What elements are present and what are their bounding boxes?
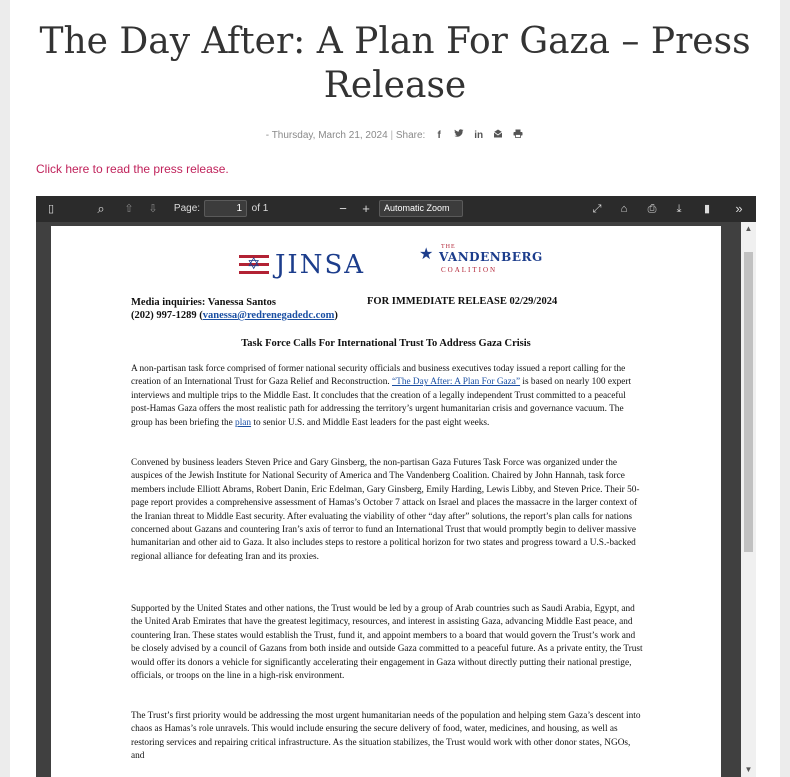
jinsa-logo-text: JINSA — [275, 250, 366, 280]
paragraph-1-text-a: A non-partisan task force comprised of former national security officials and business executives today issued a report calling for the creation of an International Trust for Gaza Relief and Reconstruction. — [131, 364, 626, 388]
zoom-in-button[interactable]: + — [362, 201, 370, 216]
page-label: Page: — [173, 203, 201, 214]
media-contact-email[interactable]: vanessa@redrenegadedc.com — [202, 310, 335, 321]
previous-page-icon[interactable]: ⇧ — [124, 203, 134, 215]
pdf-page — [51, 226, 721, 777]
jinsa-logo — [239, 252, 365, 278]
media-contact-phone-line: (202) 997-1289 (vanessa@redrenegadedc.com) — [131, 310, 338, 321]
pdf-scrollbar[interactable] — [741, 222, 756, 777]
twitter-icon[interactable] — [453, 129, 465, 141]
pdf-toolbar — [36, 196, 756, 222]
print-icon[interactable] — [512, 129, 524, 141]
page-count: of 1 — [251, 203, 269, 214]
facebook-icon[interactable]: f — [437, 130, 441, 141]
media-contact-name: Media inquiries: Vanessa Santos — [131, 297, 276, 308]
zoom-out-button[interactable]: − — [339, 201, 347, 216]
search-icon[interactable]: ⌕ — [97, 201, 105, 216]
vandenberg-coalition: COALITION — [441, 266, 498, 274]
media-contact — [131, 296, 338, 322]
post-date: - Thursday, March 21, 2024 — [265, 130, 388, 141]
vandenberg-name: VANDENBERG — [439, 250, 543, 264]
post-meta — [0, 129, 790, 141]
bookmark-icon[interactable]: ▮ — [703, 203, 711, 215]
open-file-icon[interactable]: ⌂ — [620, 203, 628, 215]
press-release-headline: Task Force Calls For International Trust To Address Gaza Crisis — [241, 338, 531, 349]
star-icon: ★ — [419, 246, 434, 263]
page-number-input[interactable]: 1 — [204, 200, 247, 217]
read-press-release-link[interactable]: Click here to read the press release. — [36, 162, 229, 176]
flag-icon: ✡ — [239, 255, 269, 275]
report-link[interactable]: “The Day After: A Plan For Gaza” — [392, 377, 521, 388]
scroll-up-icon[interactable]: ▲ — [744, 224, 753, 233]
linkedin-icon[interactable]: in — [474, 130, 484, 141]
next-page-icon[interactable]: ⇩ — [148, 203, 158, 215]
vandenberg-the: THE — [441, 244, 456, 250]
scroll-down-icon[interactable]: ▼ — [744, 765, 753, 774]
share-label: Share: — [395, 130, 426, 141]
release-date: FOR IMMEDIATE RELEASE 02/29/2024 — [367, 296, 558, 307]
zoom-select[interactable]: Automatic Zoom — [379, 200, 463, 217]
paragraph-1-text-b: is based on nearly 100 expert interviews and multiple trips to the Middle East. It concludes that the creation of a legally independent Trust committed to a peaceful post-Hamas Gaza offers the most realistic path for addressing the territory’s urgent humanitarian crisis and governance vacuum. The group has been briefing the — [131, 377, 632, 428]
plan-link[interactable]: plan — [235, 417, 252, 428]
scroll-thumb[interactable] — [744, 252, 753, 552]
page-title: The Day After: A Plan For Gaza – Press Release — [39, 21, 751, 106]
vandenberg-logo — [417, 242, 541, 282]
sidebar-toggle-icon[interactable]: ▯ — [47, 203, 55, 215]
meta-separator: | — [390, 130, 394, 141]
print-icon[interactable]: ⎙ — [647, 203, 657, 215]
paragraph-1-text-c: to senior U.S. and Middle East leaders for the past eight weeks. — [251, 417, 490, 428]
paragraph-2: Convened by business leaders Steven Price and Gary Ginsberg, the non-partisan Gaza Futures Task Force was organized under the auspices of the Jewish Institute for National Security of America and The Vandenberg Coalition. Chaired by John Hannah, task force members include Elliott Abrams, Robert Danin, Eric Edelman, Gary Ginsberg, Emily Harding, Lewis Libby, and Steven Price. Their 50-page report provides a comprehensive assessment of Hamas’s October 7 attack on Israel and places the massacre in the larger context of the Iranian threat to Middle East security. After evaluating the viability of other “day after” solutions, the report’s plan calls for nations concerned about Gazans and countering Iran’s axis of terror to fund an International Trust that would promptly begin to deliver massive humanitarian and other aid to Gaza. It also includes steps to restore a political horizon for two states and progress toward a U.S.-backed regional alliance for defeating Iran and its proxies. — [131, 458, 640, 562]
media-contact-phone: (202) 997-1289 — [131, 310, 197, 321]
fullscreen-icon[interactable]: ⤢ — [592, 203, 602, 215]
paragraph-4: The Trust’s first priority would be addressing the most urgent humanitarian needs of the population and helping stem Gaza’s descent into chaos as Hamas’s role unravels. This would include ensuring the secure delivery of food, water, medicines, and housing, as well as restoring services and repairing critical infrastructure. As the situation stabilizes, the Trust would work with other donor states, NGOs, and — [131, 711, 641, 762]
paragraph-1 — [131, 363, 646, 430]
more-tools-icon[interactable]: » — [735, 201, 743, 216]
download-icon[interactable]: ⤓ — [676, 203, 682, 215]
email-icon[interactable] — [492, 129, 504, 141]
pdf-viewer — [36, 196, 756, 777]
paragraph-3: Supported by the United States and other nations, the Trust would be led by a group of Arab countries such as Saudi Arabia, Egypt, and the United Arab Emirates that have the greatest legitimacy, resources, and interest in assisting Gaza, advancing Middle East peace, and countering Iran. These states would establish the Trust, fund it, and appoint members to a board that would govern the Trust’s work and be closely advised by a council of Gazans from both inside and outside Gaza committed to a peaceful future. As a private entity, the Trust would offer its donors a vehicle for significantly accelerating their engagement in Gaza without directly putting their national prestige, officials, or troops on the line in a high-risk environment. — [131, 604, 643, 682]
